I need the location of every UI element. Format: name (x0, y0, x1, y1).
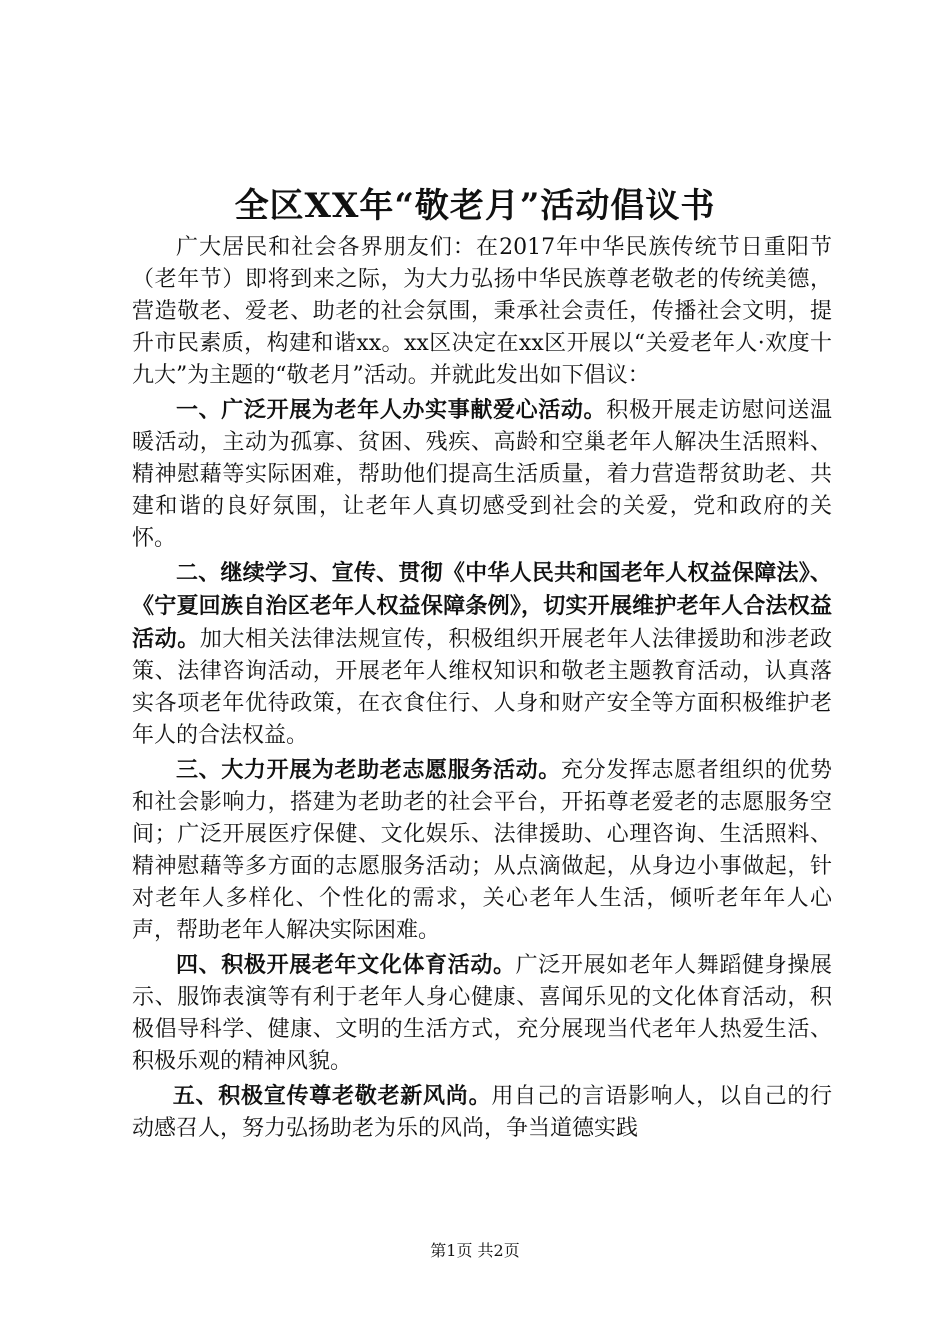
document-title: 全区XX年“敬老月”活动倡议书 (234, 186, 716, 226)
section-paragraph-3 (132, 754, 832, 947)
section-text-3: 充分发挥志愿者组织的优势和社会影响力，搭建为老助老的社会平台，开拓尊老爱老的志愿服务空间；广泛开展医疗保健、文化娱乐、法律援助、心理咨询、生活照料、精神慰藉等多方面的志愿服务活动；从点滴做起，从身边小事做起，针对老年人多样化、个性化的需求，关心老年人生活，倾听老年年人心声，帮助老年人解决实际困难。 (132, 758, 832, 943)
section-paragraph-4 (132, 949, 832, 1078)
page-number-footer: 第1页 共2页 (430, 1241, 520, 1260)
section-heading-4: 四、积极开展老年文化体育活动。 (176, 952, 516, 978)
section-text-5: 用自己的言语影响人，以自己的行动感召人，努力弘扬助老为乐的风尚，争当道德实践 (132, 1084, 832, 1141)
section-paragraph-1 (132, 394, 832, 555)
section-heading-1: 一、广泛开展为老年人办实事献爱心活动。 (176, 397, 607, 423)
section-paragraph-5 (132, 1080, 832, 1145)
section-text-2: 加大相关法律法规宣传，积极组织开展老年人法律援助和涉老政策、法律咨询活动，开展老年人维权知识和敬老主题教育活动，认真落实各项老年优待政策，在衣食住行、人身和财产安全等方面积极维护老年人的合法权益。 (132, 627, 832, 748)
section-heading-5: 五、积极宣传尊老敬老新风尚。 (172, 1083, 492, 1109)
section-text-1: 积极开展走访慰问送温暖活动，主动为孤寡、贫困、残疾、高龄和空巢老年人解决生活照料、精神慰藉等实际困难，帮助他们提高生活质量，着力营造帮贫助老、共建和谐的良好氛围，让老年人真切感受到社会的关爱，党和政府的关怀。 (132, 398, 832, 551)
section-text-4: 广泛开展如老年人舞蹈健身操展示、服饰表演等有利于老年人身心健康、喜闻乐见的文化体育活动，积极倡导科学、健康、文明的生活方式，充分展现当代老年人热爱生活、积极乐观的精神风貌。 (132, 953, 832, 1074)
intro-paragraph: 广大居民和社会各界朋友们：在2017年中华民族传统节日重阳节（老年节）即将到来之际，为大力弘扬中华民族尊老敬老的传统美德，营造敬老、爱老、助老的社会氛围，秉承社会责任，传播社会文明，提升市民素质，构建和谐xx。xx区决定在xx区开展以“关爱老年人·欢度十九大”为主题的“敬老月”活动。并就此发出如下倡议： (132, 235, 832, 388)
document-body (132, 232, 832, 1147)
section-heading-3: 三、大力开展为老助老志愿服务活动。 (176, 757, 561, 783)
section-paragraph-2 (132, 557, 832, 752)
section-heading-2: 二、继续学习、宣传、贯彻《中华人民共和国老年人权益保障法》、《宁夏回族自治区老年人权益保障条例》，切实开展维护老年人合法权益活动。 (132, 560, 832, 652)
